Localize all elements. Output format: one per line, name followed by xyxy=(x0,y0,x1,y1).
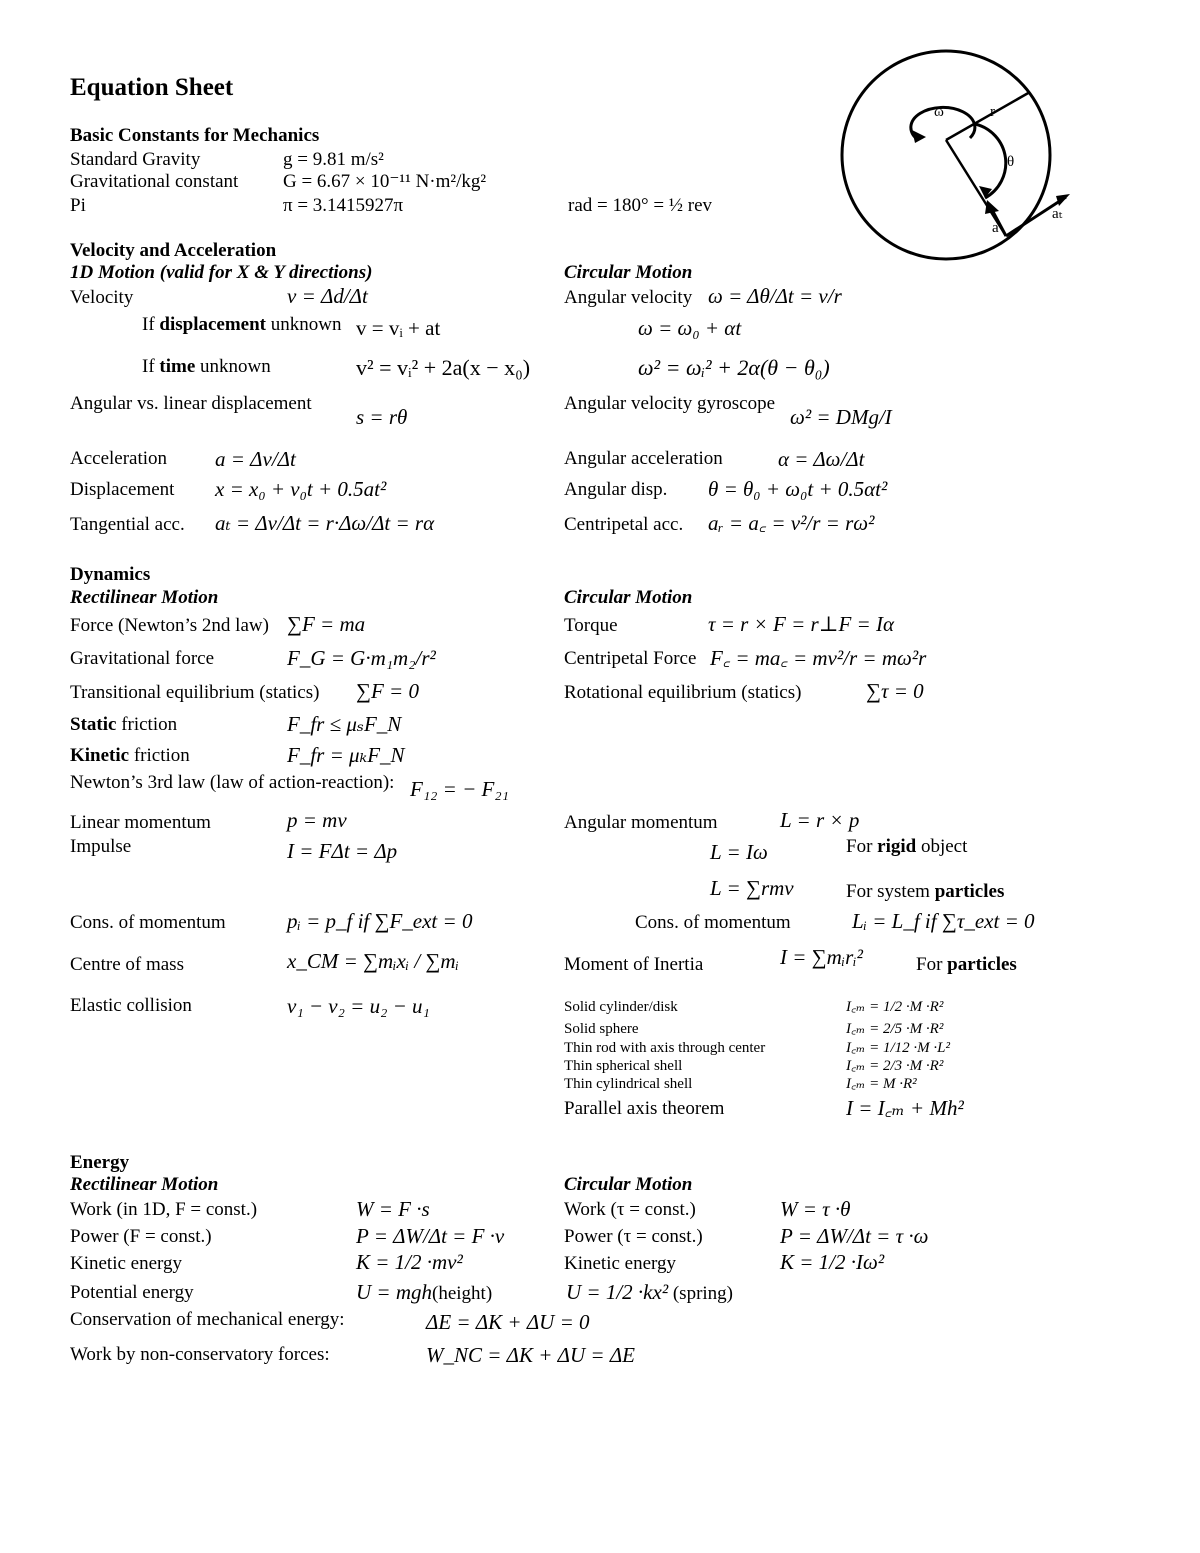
power-eq: P = ΔW/Δt = F ·v xyxy=(356,1224,505,1248)
static-friction-label: Static friction xyxy=(70,714,178,735)
linear-momentum-label: Linear momentum xyxy=(70,812,211,833)
circular-motion-subheading: Circular Motion xyxy=(564,262,693,283)
kinetic-friction-eq: F_fr = μₖF_N xyxy=(287,743,405,767)
cons-angular-eq: Lᵢ = L_f if ∑τ_ext = 0 xyxy=(852,909,1035,933)
page-title: Equation Sheet xyxy=(70,74,234,101)
rigid-momentum-eq: L = Iω xyxy=(710,840,768,864)
system-momentum-eq: L = ∑rmv xyxy=(710,876,794,900)
energy-heading: Energy xyxy=(70,1152,130,1173)
force-eq: ∑F = ma xyxy=(287,612,366,636)
rectilinear-subheading: Rectilinear Motion xyxy=(70,587,219,608)
theta-label: θ xyxy=(1007,154,1015,170)
inertia-formula: I꜀ₘ = 1/12 ·M ·L² xyxy=(846,1040,951,1056)
linear-momentum-eq: p = mv xyxy=(287,808,347,832)
angular-acceleration-label: Angular acceleration xyxy=(564,448,723,469)
centre-of-mass-eq: x_CM = ∑mᵢxᵢ / ∑mᵢ xyxy=(287,949,459,973)
angular-disp-label: Angular disp. xyxy=(564,479,668,500)
parallel-axis-label: Parallel axis theorem xyxy=(564,1098,725,1119)
velocity-heading: Velocity and Acceleration xyxy=(70,240,277,261)
centripetal-acc-eq: aᵣ = a꜀ = v²/r = rω² xyxy=(708,511,875,535)
angular-linear-label: Angular vs. linear displacement xyxy=(70,393,312,414)
acceleration-eq: a = Δv/Δt xyxy=(215,447,296,471)
acceleration-label: Acceleration xyxy=(70,448,168,469)
non-conservative-label: Work by non-conservatory forces: xyxy=(70,1344,330,1365)
constant-label: Gravitational constant xyxy=(70,171,239,192)
constant-label: Standard Gravity xyxy=(70,149,201,170)
impulse-eq: I = FΔt = Δp xyxy=(287,839,398,863)
particles-note: For particles xyxy=(916,954,1017,975)
displacement-label: Displacement xyxy=(70,479,175,500)
angular-velocity-label: Angular velocity xyxy=(564,287,693,308)
transitional-label: Transitional equilibrium (statics) xyxy=(70,682,320,703)
conservation-energy-eq: ΔE = ΔK + ΔU = 0 xyxy=(426,1310,590,1334)
inertia-shape: Solid cylinder/disk xyxy=(564,999,678,1015)
inertia-shape: Thin rod with axis through center xyxy=(564,1040,766,1056)
energy-circular-subheading: Circular Motion xyxy=(564,1174,693,1195)
radius-line xyxy=(946,92,1030,140)
r-label: r xyxy=(990,104,995,120)
cons-momentum-eq: pᵢ = p_f if ∑F_ext = 0 xyxy=(287,909,473,933)
non-conservative-eq: W_NC = ΔK + ΔU = ΔE xyxy=(426,1343,635,1367)
constant-value: g = 9.81 m/s² xyxy=(283,149,384,170)
constant-value: π = 3.1415927π xyxy=(283,195,404,216)
impulse-label: Impulse xyxy=(70,836,132,857)
omega-eq1: ω = ω₀ + αt xyxy=(638,316,742,340)
cons-angular-label: Cons. of momentum xyxy=(635,912,791,933)
torque-label: Torque xyxy=(564,615,618,636)
kinetic-friction-label: Kinetic friction xyxy=(70,745,190,766)
dynamics-heading: Dynamics xyxy=(70,564,151,585)
inertia-shape: Thin spherical shell xyxy=(564,1058,683,1074)
potential-energy-eq: U = mgh(height) xyxy=(356,1280,493,1304)
gyroscope-label: Angular velocity gyroscope xyxy=(564,393,776,414)
elastic-collision-label: Elastic collision xyxy=(70,995,192,1016)
power-label: Power (F = const.) xyxy=(70,1226,212,1247)
gravitational-force-eq: F_G = G·m₁m₂/r² xyxy=(287,646,436,670)
at-label: aₜ xyxy=(1052,206,1063,222)
moment-inertia-eq: I = ∑mᵢrᵢ² xyxy=(780,945,863,969)
gravitational-force-label: Gravitational force xyxy=(70,648,215,669)
elastic-collision-eq: v₁ − v₂ = u₂ − u₁ xyxy=(287,994,430,1018)
force-label: Force (Newton’s 2nd law) xyxy=(70,615,269,636)
inertia-formula: I꜀ₘ = 1/2 ·M ·R² xyxy=(846,999,944,1015)
rot-kinetic-label: Kinetic energy xyxy=(564,1253,677,1274)
inertia-formula: I꜀ₘ = M ·R² xyxy=(846,1076,917,1092)
inertia-formula: I꜀ₘ = 2/5 ·M ·R² xyxy=(846,1021,944,1037)
moment-inertia-label: Moment of Inertia xyxy=(564,954,704,975)
tangential-label: Tangential acc. xyxy=(70,514,185,535)
rot-work-label: Work (τ = const.) xyxy=(564,1199,696,1220)
energy-rectilinear-subheading: Rectilinear Motion xyxy=(70,1174,219,1195)
cons-momentum-label: Cons. of momentum xyxy=(70,912,226,933)
inertia-shape: Solid sphere xyxy=(564,1021,639,1037)
omega-eq2: ω² = ωᵢ² + 2α(θ − θ₀) xyxy=(638,355,830,380)
displacement-eq: x = x₀ + v₀t + 0.5at² xyxy=(215,477,387,501)
inertia-formula: I꜀ₘ = 2/3 ·M ·R² xyxy=(846,1058,944,1074)
angular-momentum-eq: L = r × p xyxy=(780,808,860,832)
if-time-label: If time unknown xyxy=(142,356,271,377)
if-displacement-eq: v = vᵢ + at xyxy=(356,316,441,340)
constants-heading: Basic Constants for Mechanics xyxy=(70,125,320,146)
rot-power-eq: P = ΔW/Δt = τ ·ω xyxy=(780,1224,929,1248)
conservation-energy-label: Conservation of mechanical energy: xyxy=(70,1309,345,1330)
a-label: a xyxy=(992,220,999,236)
angular-linear-eq: s = rθ xyxy=(356,405,408,429)
rot-power-label: Power (τ = const.) xyxy=(564,1226,703,1247)
tangential-eq: aₜ = Δv/Δt = r·Δω/Δt = rα xyxy=(215,511,435,535)
rot-work-eq: W = τ ·θ xyxy=(780,1197,851,1221)
spring-energy-eq: U = 1/2 ·kx² (spring) xyxy=(566,1280,734,1304)
static-friction-eq: F_fr ≤ μₛF_N xyxy=(287,712,402,736)
rigid-note: For rigid object xyxy=(846,836,968,857)
angular-disp-eq: θ = θ₀ + ω₀t + 0.5αt² xyxy=(708,477,888,501)
angular-velocity-eq: ω = Δθ/Δt = v/r xyxy=(708,284,842,308)
centripetal-acc-label: Centripetal acc. xyxy=(564,514,684,535)
if-displacement-label: If displacement unknown xyxy=(142,314,342,335)
angular-acceleration-eq: α = Δω/Δt xyxy=(778,447,865,471)
rotational-equilibrium-label: Rotational equilibrium (statics) xyxy=(564,682,802,703)
radian-conversion: rad = 180° = ½ rev xyxy=(568,195,713,216)
centripetal-force-eq: F꜀ = ma꜀ = mv²/r = mω²r xyxy=(710,646,927,670)
newton3-eq: F₁₂ = − F₂₁ xyxy=(410,777,509,801)
centre-of-mass-label: Centre of mass xyxy=(70,954,184,975)
inertia-shape: Thin cylindrical shell xyxy=(564,1076,693,1092)
if-time-eq: v² = vᵢ² + 2a(x − x₀) xyxy=(356,355,531,380)
gyroscope-eq: ω² = DMg/I xyxy=(790,405,892,429)
parallel-axis-eq: I = I꜀ₘ + Mh² xyxy=(846,1096,964,1120)
kinetic-energy-eq: K = 1/2 ·mv² xyxy=(356,1250,463,1274)
circular-subheading: Circular Motion xyxy=(564,587,693,608)
kinetic-energy-label: Kinetic energy xyxy=(70,1253,183,1274)
work-label: Work (in 1D, F = const.) xyxy=(70,1199,258,1220)
constant-label: Pi xyxy=(70,195,86,216)
constant-value: G = 6.67 × 10⁻¹¹ N·m²/kg² xyxy=(283,171,487,192)
potential-energy-label: Potential energy xyxy=(70,1282,194,1303)
rotational-equilibrium-eq: ∑τ = 0 xyxy=(866,679,924,703)
velocity-label: Velocity xyxy=(70,287,134,308)
torque-eq: τ = r × F = r⊥F = Iα xyxy=(708,612,894,636)
centripetal-force-label: Centripetal Force xyxy=(564,648,697,669)
angular-momentum-label: Angular momentum xyxy=(564,812,718,833)
work-eq: W = F ·s xyxy=(356,1197,430,1221)
1d-motion-subheading: 1D Motion (valid for X & Y directions) xyxy=(70,262,373,283)
newton3-label: Newton’s 3rd law (law of action-reaction): xyxy=(70,772,395,793)
system-note: For system particles xyxy=(846,881,1005,902)
rot-kinetic-eq: K = 1/2 ·Iω² xyxy=(780,1250,885,1274)
transitional-eq: ∑F = 0 xyxy=(356,679,419,703)
velocity-eq: v = Δd/Δt xyxy=(287,284,368,308)
omega-label: ω xyxy=(934,104,944,120)
